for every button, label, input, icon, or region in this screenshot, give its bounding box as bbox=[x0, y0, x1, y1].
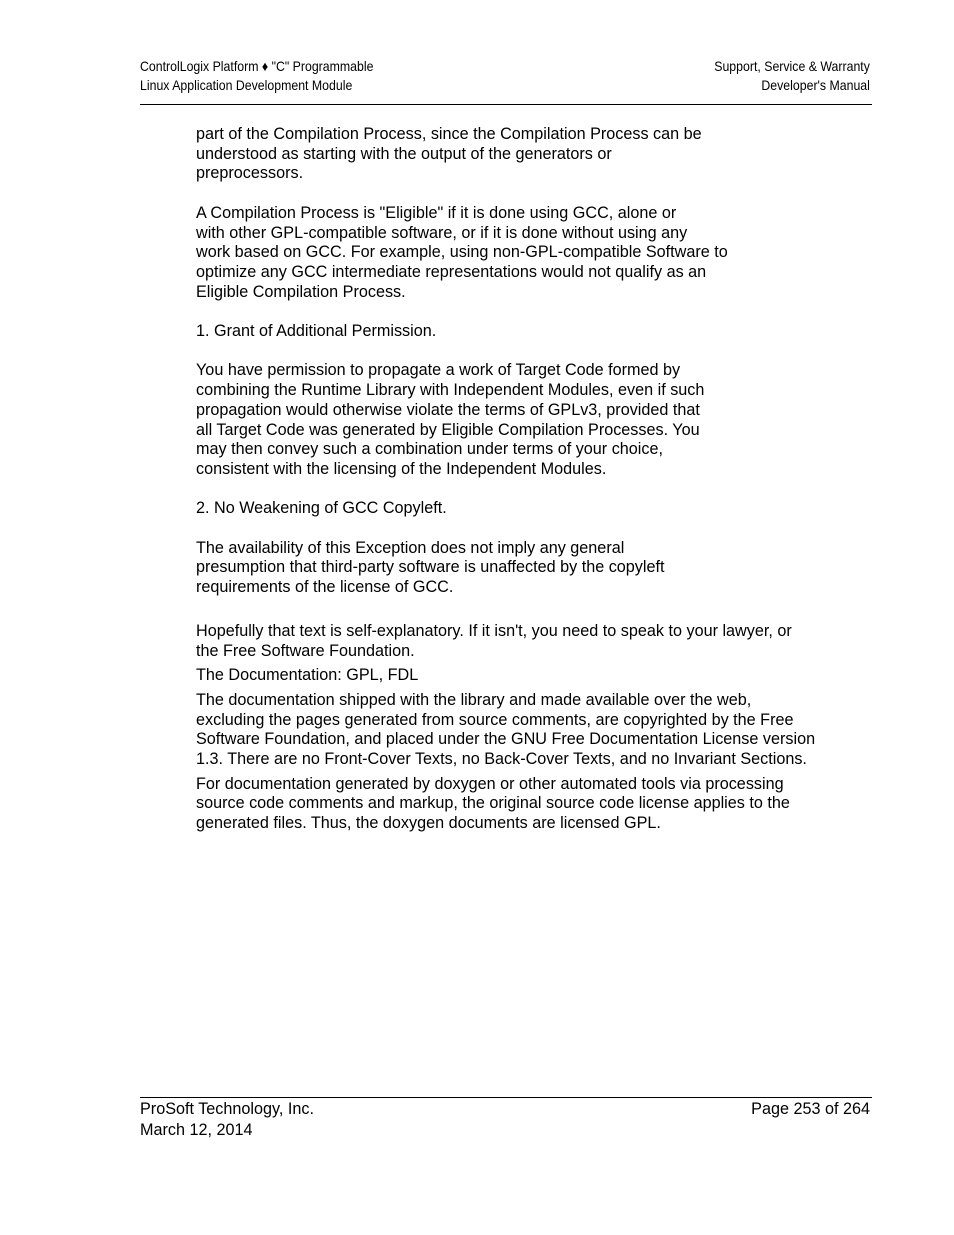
body-paragraph: Hopefully that text is self-explanatory. If it isn't, you need to speak to your lawyer, or the Free Software Foundation. bbox=[196, 621, 792, 660]
footer-divider bbox=[140, 1097, 872, 1098]
header-manual-title: Developer's Manual bbox=[761, 77, 870, 93]
page-body bbox=[196, 125, 816, 839]
section-heading: The Documentation: GPL, FDL bbox=[196, 666, 419, 685]
header-module-line: Linux Application Development Module bbox=[140, 77, 353, 93]
header-right bbox=[714, 57, 870, 95]
license-excerpt bbox=[196, 125, 816, 598]
footer-company: ProSoft Technology, Inc. bbox=[140, 1100, 314, 1118]
footer-left bbox=[140, 1099, 314, 1141]
body-paragraph: The documentation shipped with the library and made available over the web, excluding the pages generated from source comments, are copyrighted by the Free Software Foundation, and placed under the GNU Free Documentation License version 1.3. There are no Front-Cover Texts, no Back-Cover Texts, and no Invariant Sections. bbox=[196, 690, 816, 769]
body-paragraph: For documentation generated by doxygen or other automated tools via processing source code comments and markup, the original source code license applies to the generated files. Thus, the doxygen documents are licensed GPL. bbox=[196, 774, 790, 833]
footer-right bbox=[751, 1099, 870, 1120]
license-paragraph: A Compilation Process is "Eligible" if it is done using GCC, alone or with other GPL-compatible software, or if it is done without using any work based on GCC. For example, using non-GPL-compatible Software to optimize any GCC intermediate representations would not qualify as an Eligible Compilation Process. bbox=[196, 203, 728, 301]
header-left bbox=[140, 57, 373, 95]
page-header bbox=[140, 57, 870, 97]
license-paragraph: You have permission to propagate a work of Target Code formed by combining the Runtime Library with Independent Modules, even if such propagation would otherwise violate the terms of GPLv3, provided that all Target Code was generated by Eligible Compilation Processes. You may then convey such a combination under terms of your choice, consistent with the licensing of the Independent Modules. bbox=[196, 361, 705, 478]
license-heading: 2. No Weakening of GCC Copyleft. bbox=[196, 499, 447, 518]
license-paragraph: The availability of this Exception does not imply any general presumption that third-party software is unaffected by the copyleft requirements of the license of GCC. bbox=[196, 538, 665, 597]
header-divider bbox=[140, 104, 872, 105]
header-product-line: ControlLogix Platform ♦ "C" Programmable bbox=[140, 58, 374, 74]
footer-date: March 12, 2014 bbox=[140, 1121, 253, 1139]
license-paragraph: part of the Compilation Process, since the Compilation Process can be understood as starting with the output of the generators or preprocessors. bbox=[196, 125, 702, 183]
page-number: Page 253 of 264 bbox=[751, 1100, 870, 1118]
header-section-title: Support, Service & Warranty bbox=[714, 58, 870, 74]
license-heading: 1. Grant of Additional Permission. bbox=[196, 322, 437, 340]
